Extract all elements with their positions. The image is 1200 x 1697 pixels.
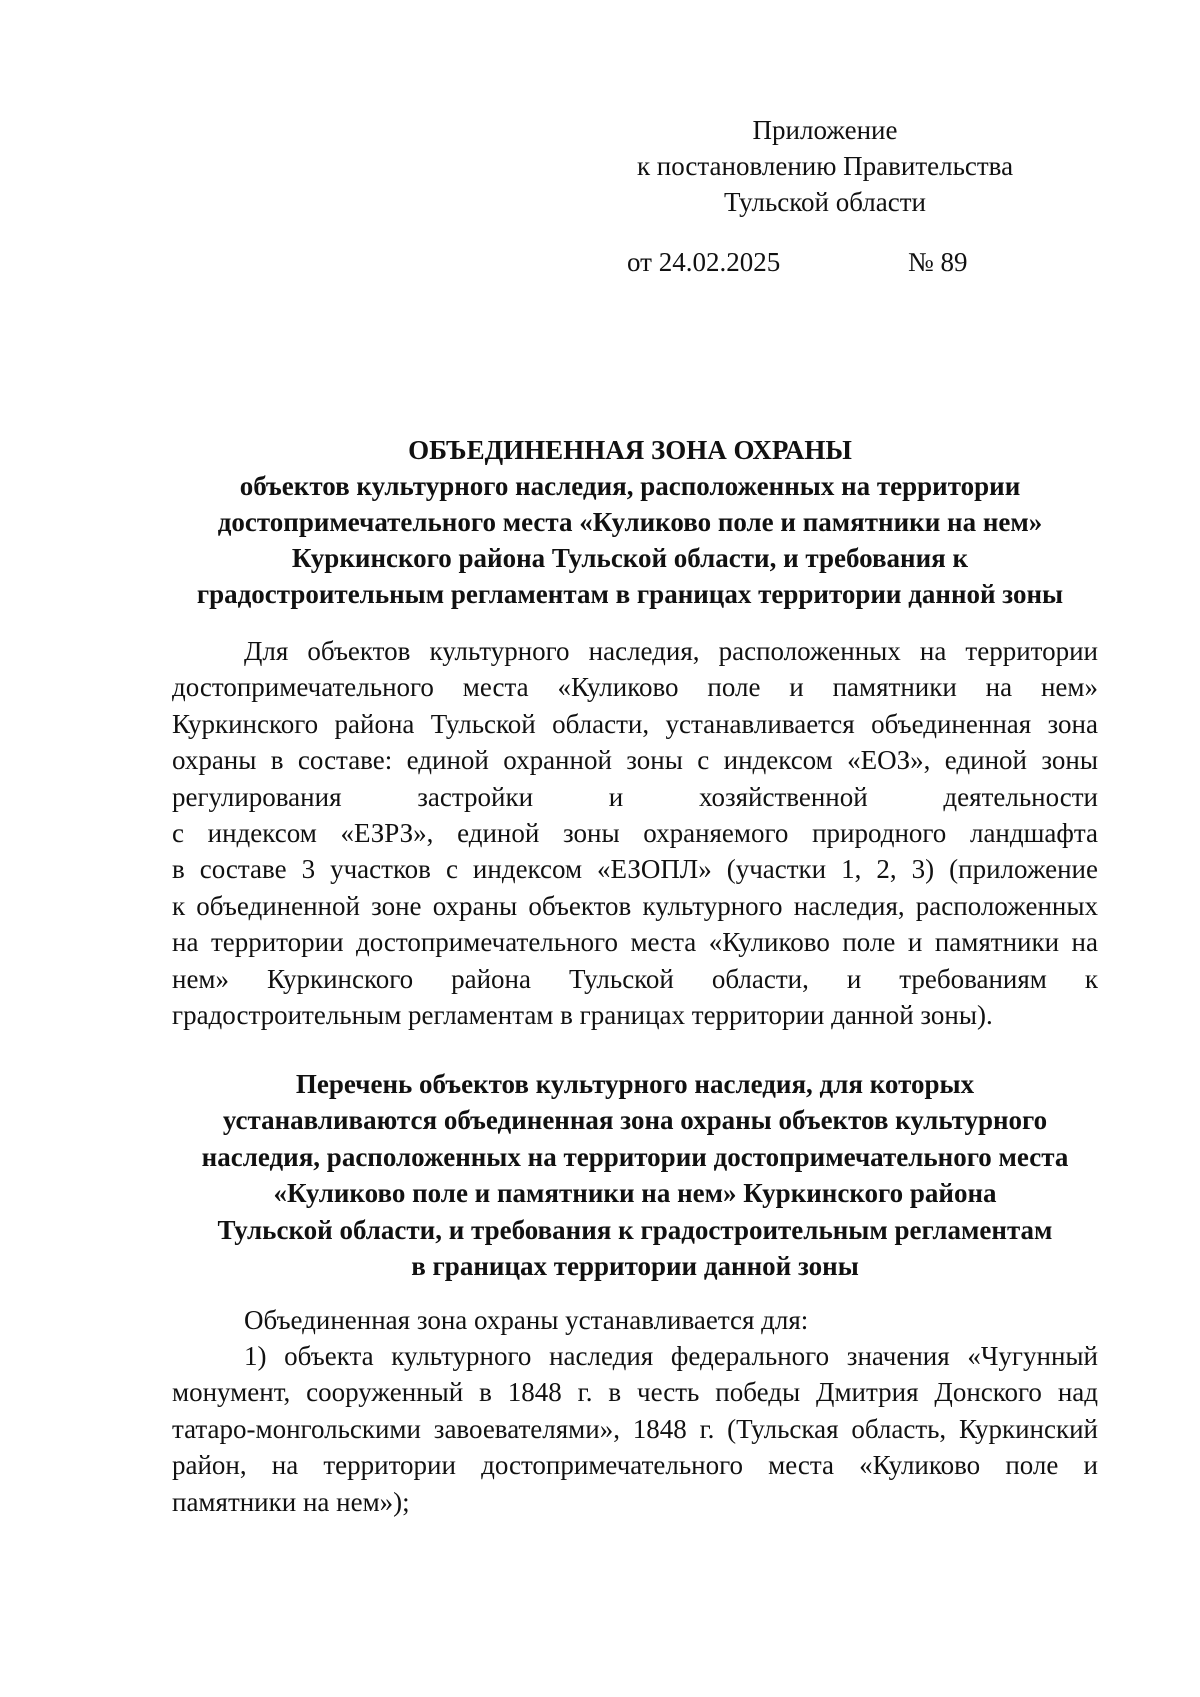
paragraph-line: Для объектов культурного наследия, расположенных на территории bbox=[244, 636, 1098, 666]
list-intro-text: Объединенная зона охраны устанавливается для: bbox=[244, 1305, 809, 1335]
title-line: ОБЪЕДИНЕННАЯ ЗОНА ОХРАНЫ bbox=[408, 435, 852, 465]
paragraph-line: достопримечательного места «Куликово поле и памятники на нем» bbox=[172, 672, 1098, 703]
paragraph-line: нем» Куркинского района Тульской области, и требованиям к bbox=[172, 963, 1098, 994]
list-intro bbox=[172, 1302, 1098, 1338]
appendix-line: Тульской области bbox=[724, 187, 926, 217]
list-item bbox=[172, 1338, 1098, 1520]
list-heading-line: устанавливаются объединенная зона охраны объектов культурного bbox=[222, 1105, 1048, 1136]
paragraph-line: градостроительным регламентам в границах территории данной зоны). bbox=[172, 999, 993, 1030]
paragraph-line: в составе 3 участков с индексом «ЕЗОПЛ» (участки 1, 2, 3) (приложение bbox=[172, 854, 1098, 885]
title-line: Куркинского района Тульской области, и требования к bbox=[291, 543, 969, 573]
appendix-line: Приложение bbox=[752, 115, 898, 145]
paragraph-line: к объединенной зоне охраны объектов культурного наследия, расположенных bbox=[172, 890, 1098, 921]
paragraph-line: с индексом «ЕЗРЗ», единой зоны охраняемого природного ландшафта bbox=[172, 817, 1098, 848]
intro-paragraph bbox=[172, 633, 1098, 1033]
list-item-line: памятники на нем»); bbox=[172, 1486, 410, 1517]
list-heading-line: Тульской области, и требования к градостроительным регламентам bbox=[217, 1214, 1053, 1245]
list-item-line: татаро-монгольскими завоевателями», 1848 г. (Тульская область, Куркинский bbox=[172, 1413, 1098, 1444]
paragraph-line: регулирования застройки и хозяйственной деятельности bbox=[172, 781, 1098, 812]
list-heading-line: «Куликово поле и памятники на нем» Куркинского района bbox=[273, 1178, 997, 1209]
paragraph-line: охраны в составе: единой охранной зоны с индексом «ЕОЗ», единой зоны bbox=[172, 745, 1098, 776]
paragraph-line: на территории достопримечательного места «Куликово поле и памятники на bbox=[172, 927, 1098, 958]
title-line: достопримечательного места «Куликово поле и памятники на нем» bbox=[217, 507, 1043, 537]
decree-number: № 89 bbox=[908, 247, 968, 277]
title-line: градостроительным регламентам в границах территории данной зоны bbox=[196, 579, 1064, 609]
list-heading-line: в границах территории данной зоны bbox=[411, 1251, 859, 1282]
list-item-line: монумент, сооруженный в 1848 г. в честь победы Дмитрия Донского над bbox=[172, 1377, 1098, 1408]
paragraph-line: Куркинского района Тульской области, устанавливается объединенная зона bbox=[172, 708, 1098, 739]
list-item-line: район, на территории достопримечательного места «Куликово поле и bbox=[172, 1450, 1098, 1481]
list-heading-line: Перечень объектов культурного наследия, для которых bbox=[295, 1069, 975, 1099]
appendix-header bbox=[600, 112, 1050, 220]
appendix-line: к постановлению Правительства bbox=[636, 151, 1014, 181]
list-heading-line: наследия, расположенных на территории достопримечательного места bbox=[201, 1141, 1069, 1172]
decree-date: от 24.02.2025 bbox=[627, 247, 781, 277]
list-heading bbox=[160, 1066, 1110, 1284]
list-item-line: 1) объекта культурного наследия федерального значения «Чугунный bbox=[244, 1341, 1098, 1371]
document-title bbox=[160, 432, 1100, 612]
title-line: объектов культурного наследия, расположенных на территории bbox=[239, 471, 1021, 501]
